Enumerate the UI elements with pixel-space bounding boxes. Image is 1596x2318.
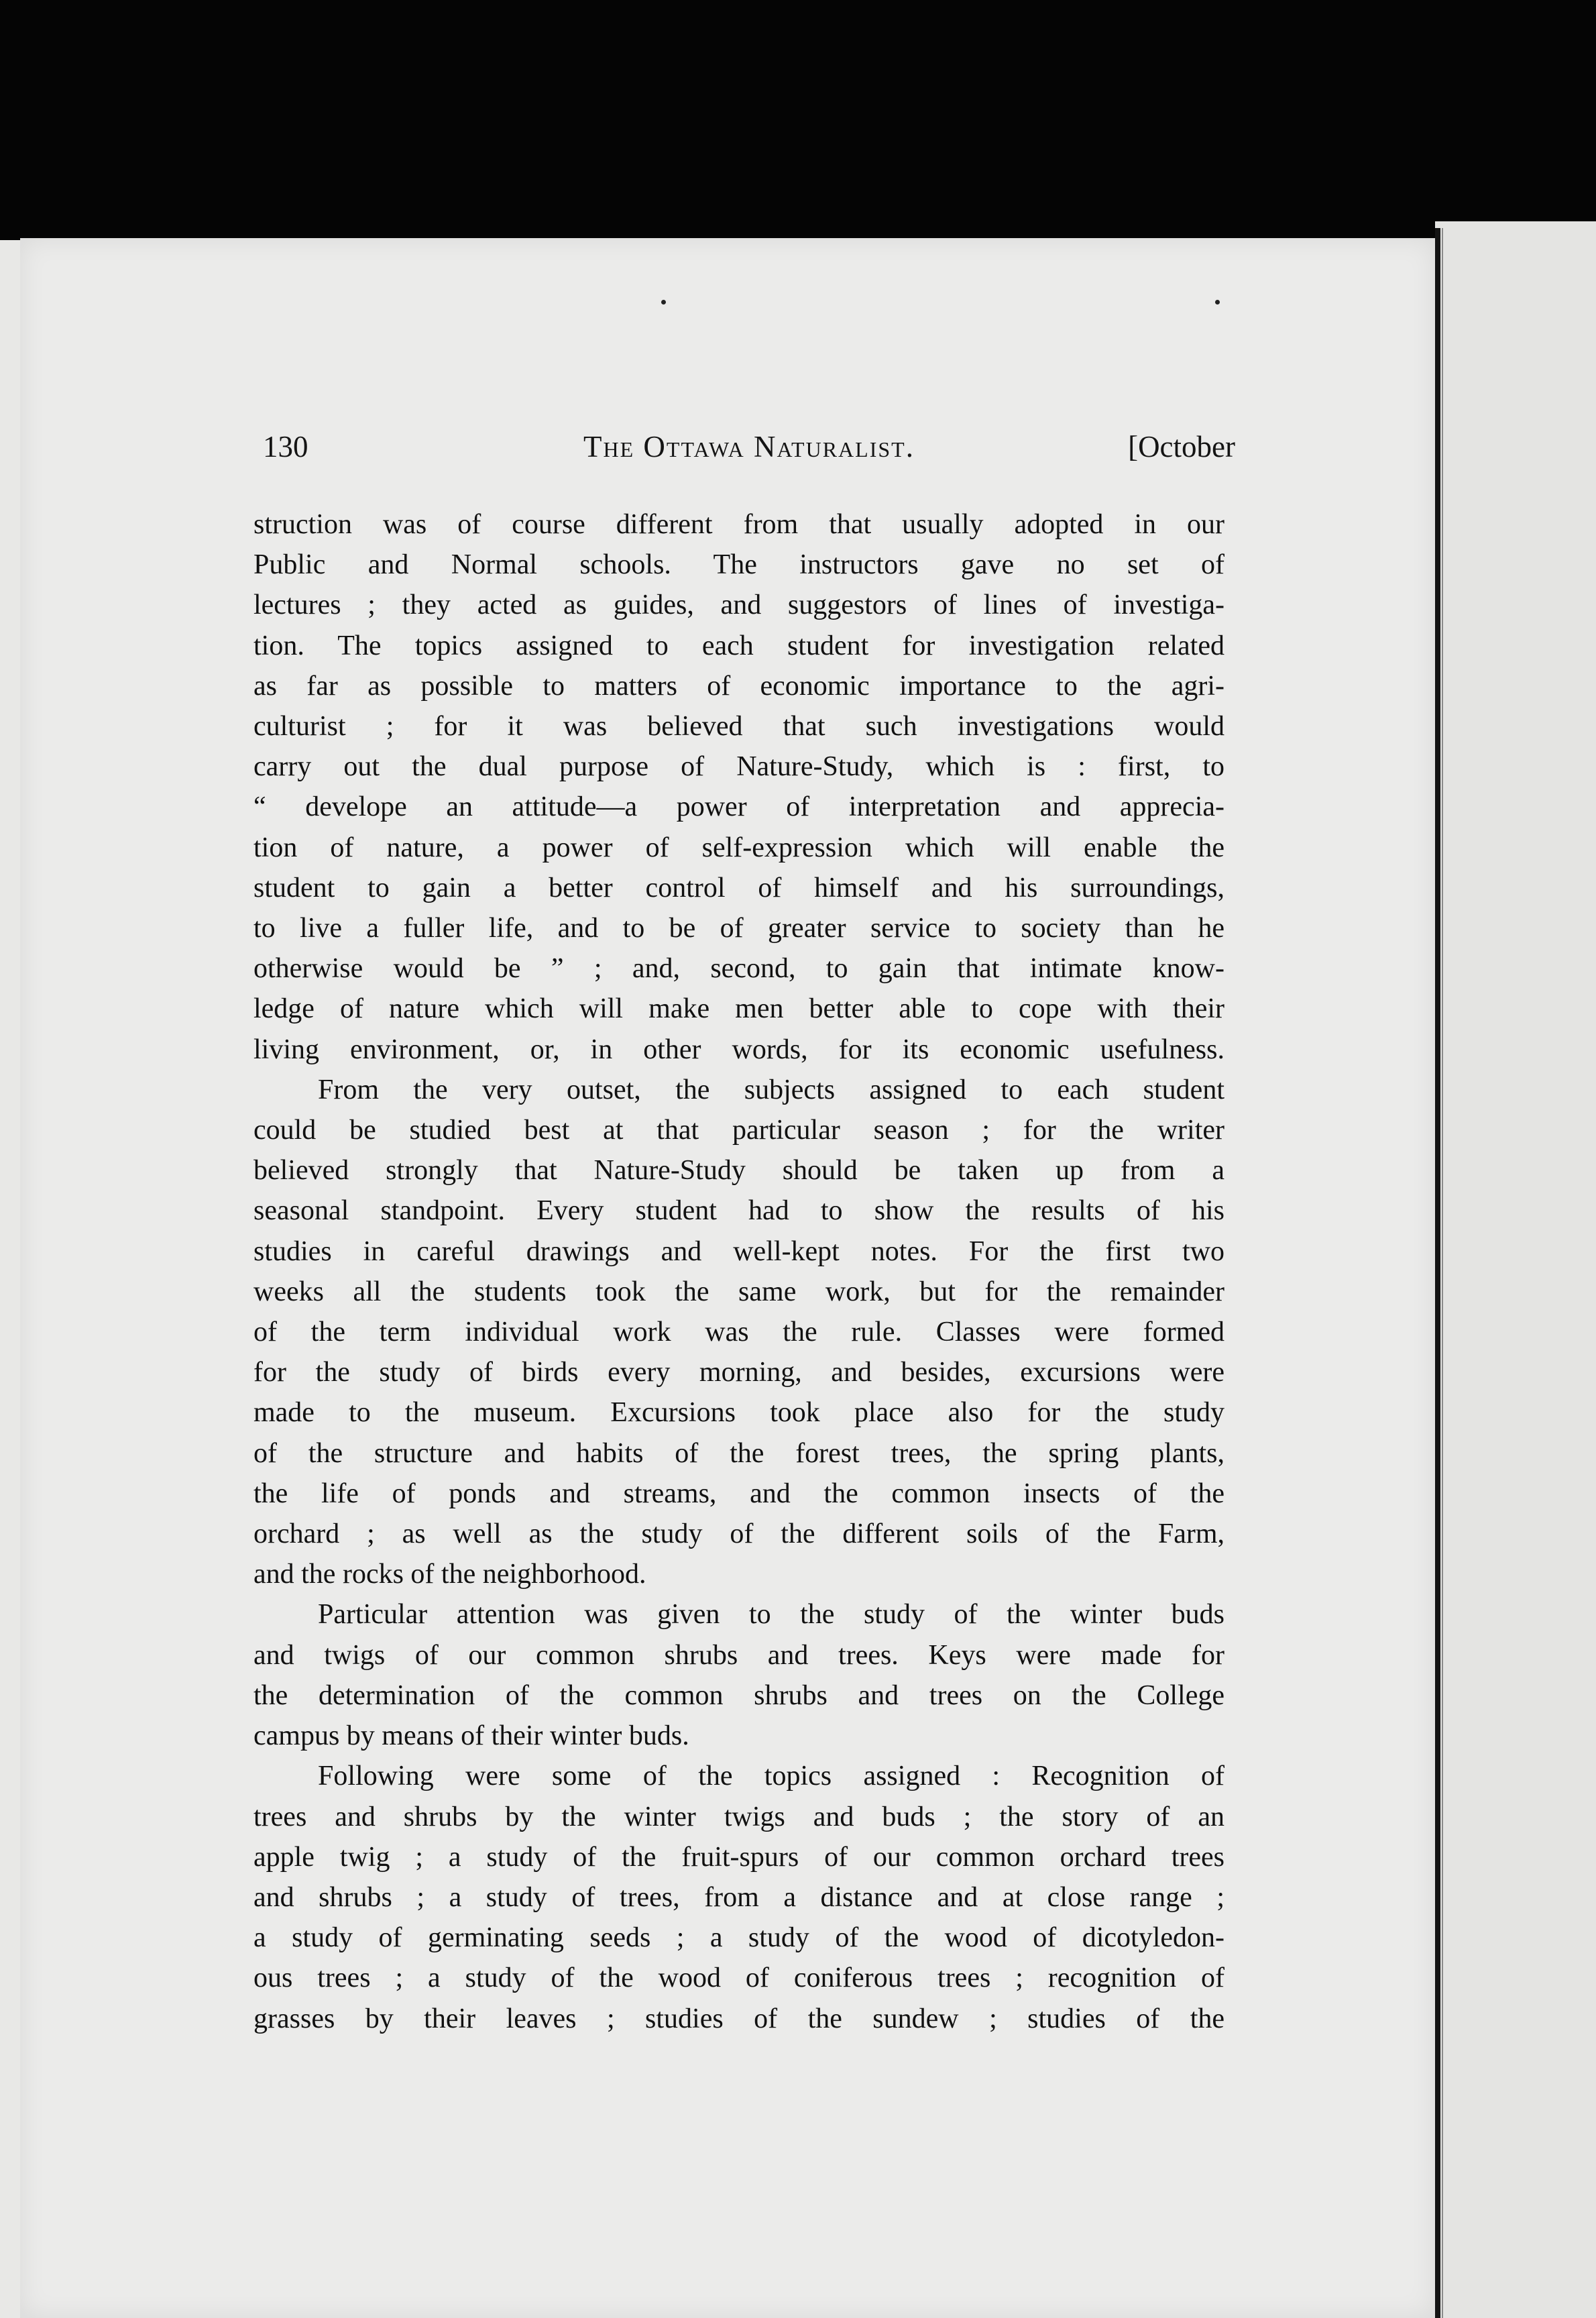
text-line: seasonal standpoint. Every student had to show the results of his: [253, 1195, 1224, 1227]
binding-shadow-line: [1435, 228, 1440, 2318]
text-line: student to gain a better control of himself and his surroundings,: [253, 872, 1224, 903]
text-line: of the structure and habits of the forest trees, the spring plants,: [253, 1437, 1224, 1469]
text-line: could be studied best at that particular season ; for the writer: [253, 1115, 1224, 1146]
text-line: studies in careful drawings and well-kept notes. For the first two: [253, 1235, 1224, 1267]
paragraph: [253, 1594, 1224, 1756]
scan-dark-background: [0, 0, 1596, 240]
text-line: “ develope an attitude—a power of interpretation and apprecia-: [253, 791, 1224, 823]
text-line: a study of germinating seeds ; a study of the wood of dicotyledon-: [253, 1922, 1224, 1954]
text-line: the determination of the common shrubs and trees on the College: [253, 1679, 1224, 1711]
text-line: and the rocks of the neighborhood.: [253, 1559, 646, 1590]
text-line: tion of nature, a power of self-expression which will enable the: [253, 832, 1224, 863]
text-line: for the study of birds every morning, and besides, excursions were: [253, 1357, 1224, 1388]
running-head: [263, 429, 1235, 476]
text-line: otherwise would be ” ; and, second, to gain that intimate know-: [253, 953, 1224, 985]
text-line: weeks all the students took the same work, but for the remainder: [253, 1276, 1224, 1307]
text-line: struction was of course different from that usually adopted in our: [253, 509, 1224, 540]
binding-shadow-line-inner: [1442, 228, 1443, 2318]
text-line: made to the museum. Excursions took place also for the study: [253, 1397, 1224, 1429]
journal-title: The Ottawa Naturalist.: [583, 430, 915, 463]
text-line: Following were some of the topics assigned : Recognition of: [318, 1761, 1224, 1792]
text-line: to live a fuller life, and to be of greater service to society than he: [253, 913, 1224, 944]
text-line: orchard ; as well as the study of the different soils of the Farm,: [253, 1519, 1224, 1550]
text-line: of the term individual work was the rule. Classes were formed: [253, 1317, 1224, 1348]
text-line: grasses by their leaves ; studies of the sundew ; studies of the: [253, 2003, 1224, 2034]
paragraph: [253, 504, 1224, 1070]
paragraph: [253, 1070, 1224, 1595]
text-line: Particular attention was given to the study of the winter buds: [318, 1599, 1224, 1631]
text-line: believed strongly that Nature-Study should be taken up from a: [253, 1155, 1224, 1186]
text-line: tion. The topics assigned to each student for investigation related: [253, 630, 1224, 661]
text-line: ledge of nature which will make men better able to cope with their: [253, 993, 1224, 1025]
adjacent-page-edge: [1435, 221, 1596, 2318]
scan-speck: [1215, 300, 1220, 305]
text-line: carry out the dual purpose of Nature-Study, which is : first, to: [253, 751, 1224, 783]
paragraph: [253, 1756, 1224, 2038]
text-line: lectures ; they acted as guides, and suggestors of lines of investiga-: [253, 590, 1224, 621]
text-line: and twigs of our common shrubs and trees. Keys were made for: [253, 1639, 1224, 1671]
text-line: campus by means of their winter buds.: [253, 1720, 689, 1752]
text-line: trees and shrubs by the winter twigs and buds ; the story of an: [253, 1801, 1224, 1832]
text-line: living environment, or, in other words, for its economic usefulness.: [253, 1034, 1224, 1065]
scan-speck: [661, 300, 666, 305]
text-line: Public and Normal schools. The instructors gave no set of: [253, 549, 1224, 581]
text-line: the life of ponds and streams, and the common insects of the: [253, 1478, 1224, 1509]
text-line: culturist ; for it was believed that such investigations would: [253, 711, 1224, 742]
text-line: From the very outset, the subjects assigned to each student: [318, 1074, 1224, 1105]
page-number: 130: [263, 430, 308, 463]
text-line: ous trees ; a study of the wood of coniferous trees ; recognition of: [253, 1963, 1224, 1994]
issue-month: [October: [1128, 430, 1235, 463]
text-line: as far as possible to matters of economic importance to the agri-: [253, 670, 1224, 702]
text-line: apple twig ; a study of the fruit-spurs of our common orchard trees: [253, 1841, 1224, 1873]
body-text: [253, 504, 1224, 2039]
text-line: and shrubs ; a study of trees, from a distance and at close range ;: [253, 1881, 1224, 1913]
